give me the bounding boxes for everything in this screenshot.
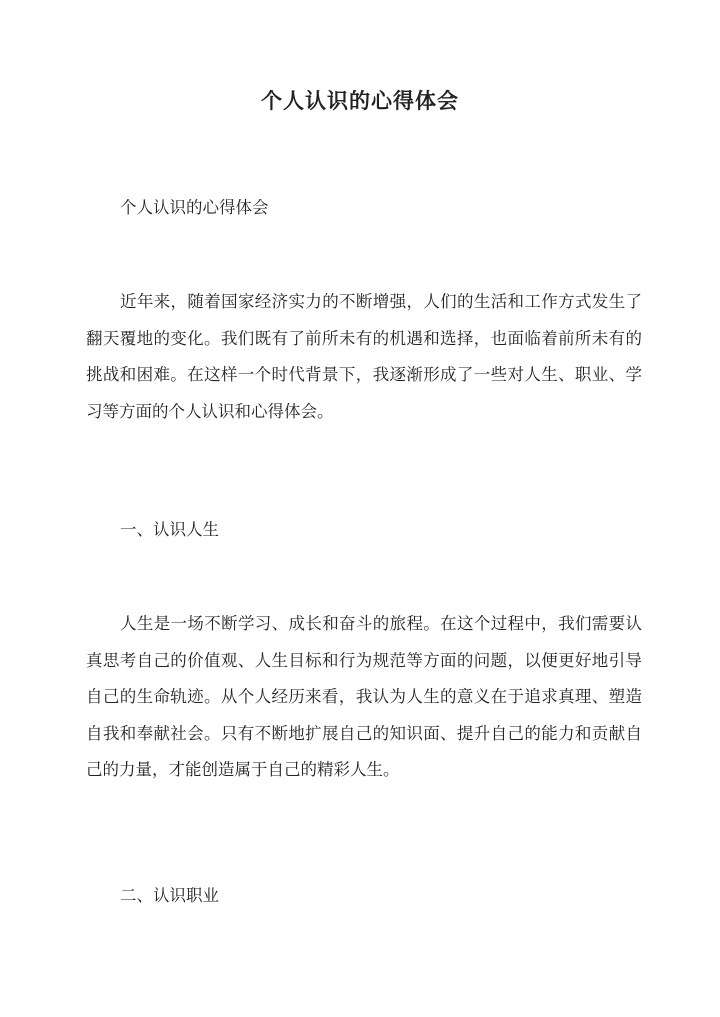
repeat-title: 个人认识的心得体会	[120, 198, 269, 217]
section-2-heading: 二、认识职业	[120, 886, 219, 905]
section-1-heading: 一、认识人生	[120, 520, 219, 539]
document-title: 个人认识的心得体会	[261, 88, 459, 113]
intro-paragraph: 近年来，随着国家经济实力的不断增强，人们的生活和工作方式发生了翻天覆地的变化。我们既有了前所未有的机遇和选择，也面临着前所未有的挑战和困难。在这样一个时代背景下，我逐渐形成了一些对人生、职业、学习等方面的个人认识和心得体会。	[86, 292, 642, 421]
section-1-paragraph: 人生是一场不断学习、成长和奋斗的旅程。在这个过程中，我们需要认真思考自己的价值观、人生目标和行为规范等方面的问题，以便更好地引导自己的生命轨迹。从个人经历来看，我认为人生的意义在于追求真理、塑造自我和奉献社会。只有不断地扩展自己的知识面、提升自己的能力和贡献自己的力量，才能创造属于自己的精彩人生。	[86, 614, 642, 779]
